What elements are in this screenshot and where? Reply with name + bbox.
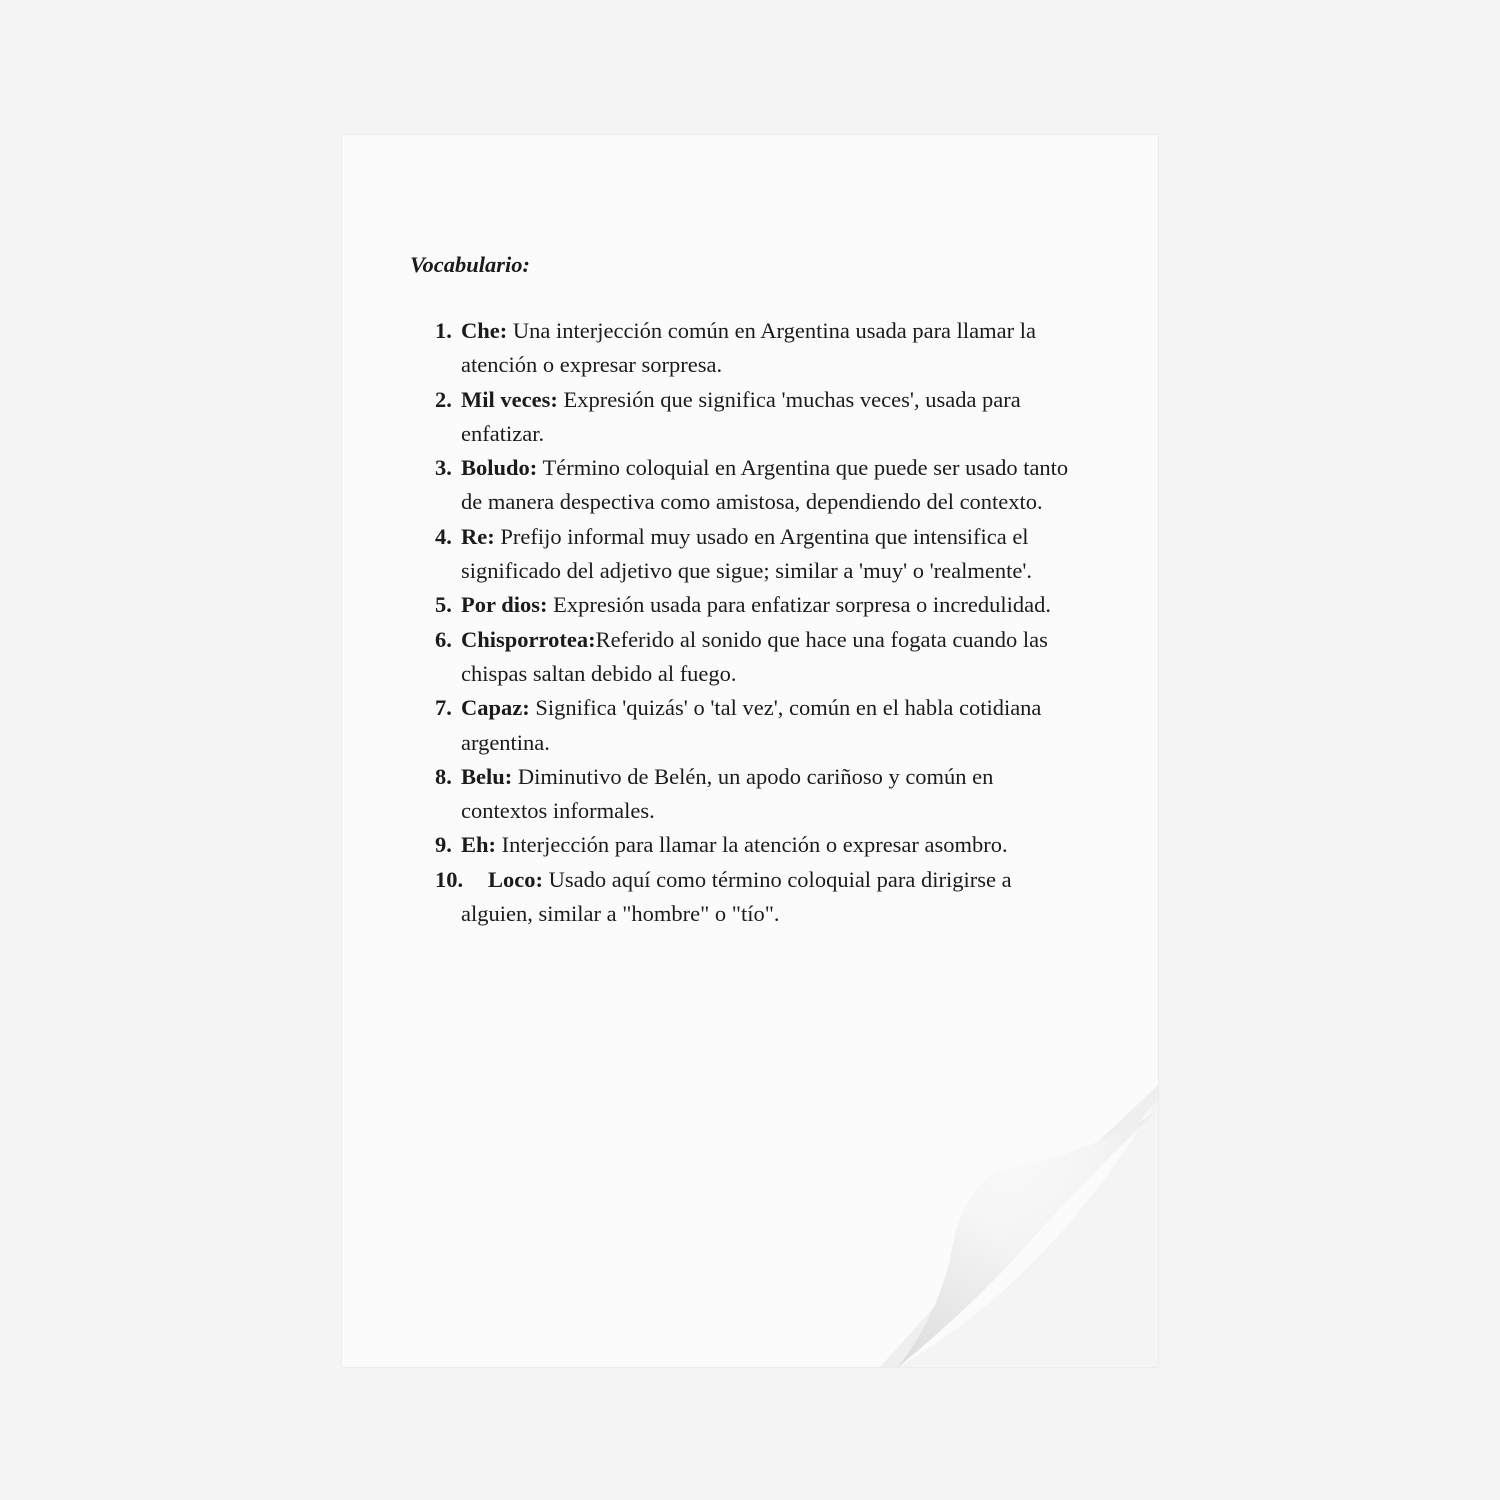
item-definition: Interjección para llamar la atención o expresar asombro.: [496, 832, 1008, 858]
item-number: 2.: [435, 386, 452, 412]
item-number: 5.: [435, 592, 452, 618]
vocabulary-list: [410, 314, 1070, 931]
item-number: 1.: [435, 318, 452, 343]
list-item: [410, 588, 1070, 622]
item-definition: Prefijo informal muy usado en Argentina que intensifica el significado del adjetivo que sigue; similar a 'muy' o 'realmente'.: [461, 523, 1033, 584]
vocabulary-heading: Vocabulario:: [410, 252, 531, 277]
item-definition: Término coloquial en Argentina que puede ser usado tanto de manera despectiva como amistosa, dependiendo del contexto.: [461, 455, 1069, 515]
item-term: Boludo:: [461, 455, 538, 481]
list-item: [410, 451, 1070, 520]
item-term: Re:: [461, 523, 495, 549]
item-number: 3.: [435, 455, 452, 481]
item-definition: Diminutivo de Belén, un apodo cariñoso y común en contextos informales.: [461, 763, 994, 824]
item-number: 8.: [435, 763, 452, 789]
list-item: [410, 520, 1070, 589]
item-term: Belu:: [461, 763, 513, 789]
list-item: [410, 623, 1070, 692]
list-item: [410, 691, 1070, 760]
item-term: Che:: [461, 318, 508, 343]
item-term: Por dios:: [461, 592, 548, 618]
item-term: Chisporrotea:: [461, 626, 596, 652]
list-item: [410, 828, 1070, 862]
item-number: 4.: [435, 523, 452, 549]
list-item: [410, 760, 1070, 829]
item-number: 9.: [435, 832, 452, 858]
list-item: [410, 314, 1070, 383]
vocabulary-section: [410, 248, 1070, 931]
item-term: Capaz:: [461, 695, 530, 721]
item-term: Loco:: [488, 866, 543, 892]
list-item: [410, 863, 1070, 932]
list-item: [410, 383, 1070, 452]
item-definition: Usado aquí como término coloquial para dirigirse a alguien, similar a "hombre" o "tío".: [461, 866, 1012, 927]
item-number: 6.: [435, 626, 452, 652]
item-definition: Expresión que significa 'muchas veces', usada para enfatizar.: [461, 386, 1021, 446]
item-definition: Referido al sonido que hace una fogata cuando las chispas saltan debido al fuego.: [461, 626, 1048, 686]
item-term: Mil veces:: [461, 386, 558, 412]
item-definition: Significa 'quizás' o 'tal vez', común en el habla cotidiana argentina.: [461, 695, 1042, 755]
item-term: Eh:: [461, 832, 497, 858]
item-number: 7.: [435, 695, 452, 721]
item-definition: Expresión usada para enfatizar sorpresa o incredulidad.: [547, 592, 1052, 618]
item-definition: Una interjección común en Argentina usada para llamar la atención o expresar sorpresa.: [461, 318, 1036, 378]
item-number: 10.: [435, 866, 464, 892]
